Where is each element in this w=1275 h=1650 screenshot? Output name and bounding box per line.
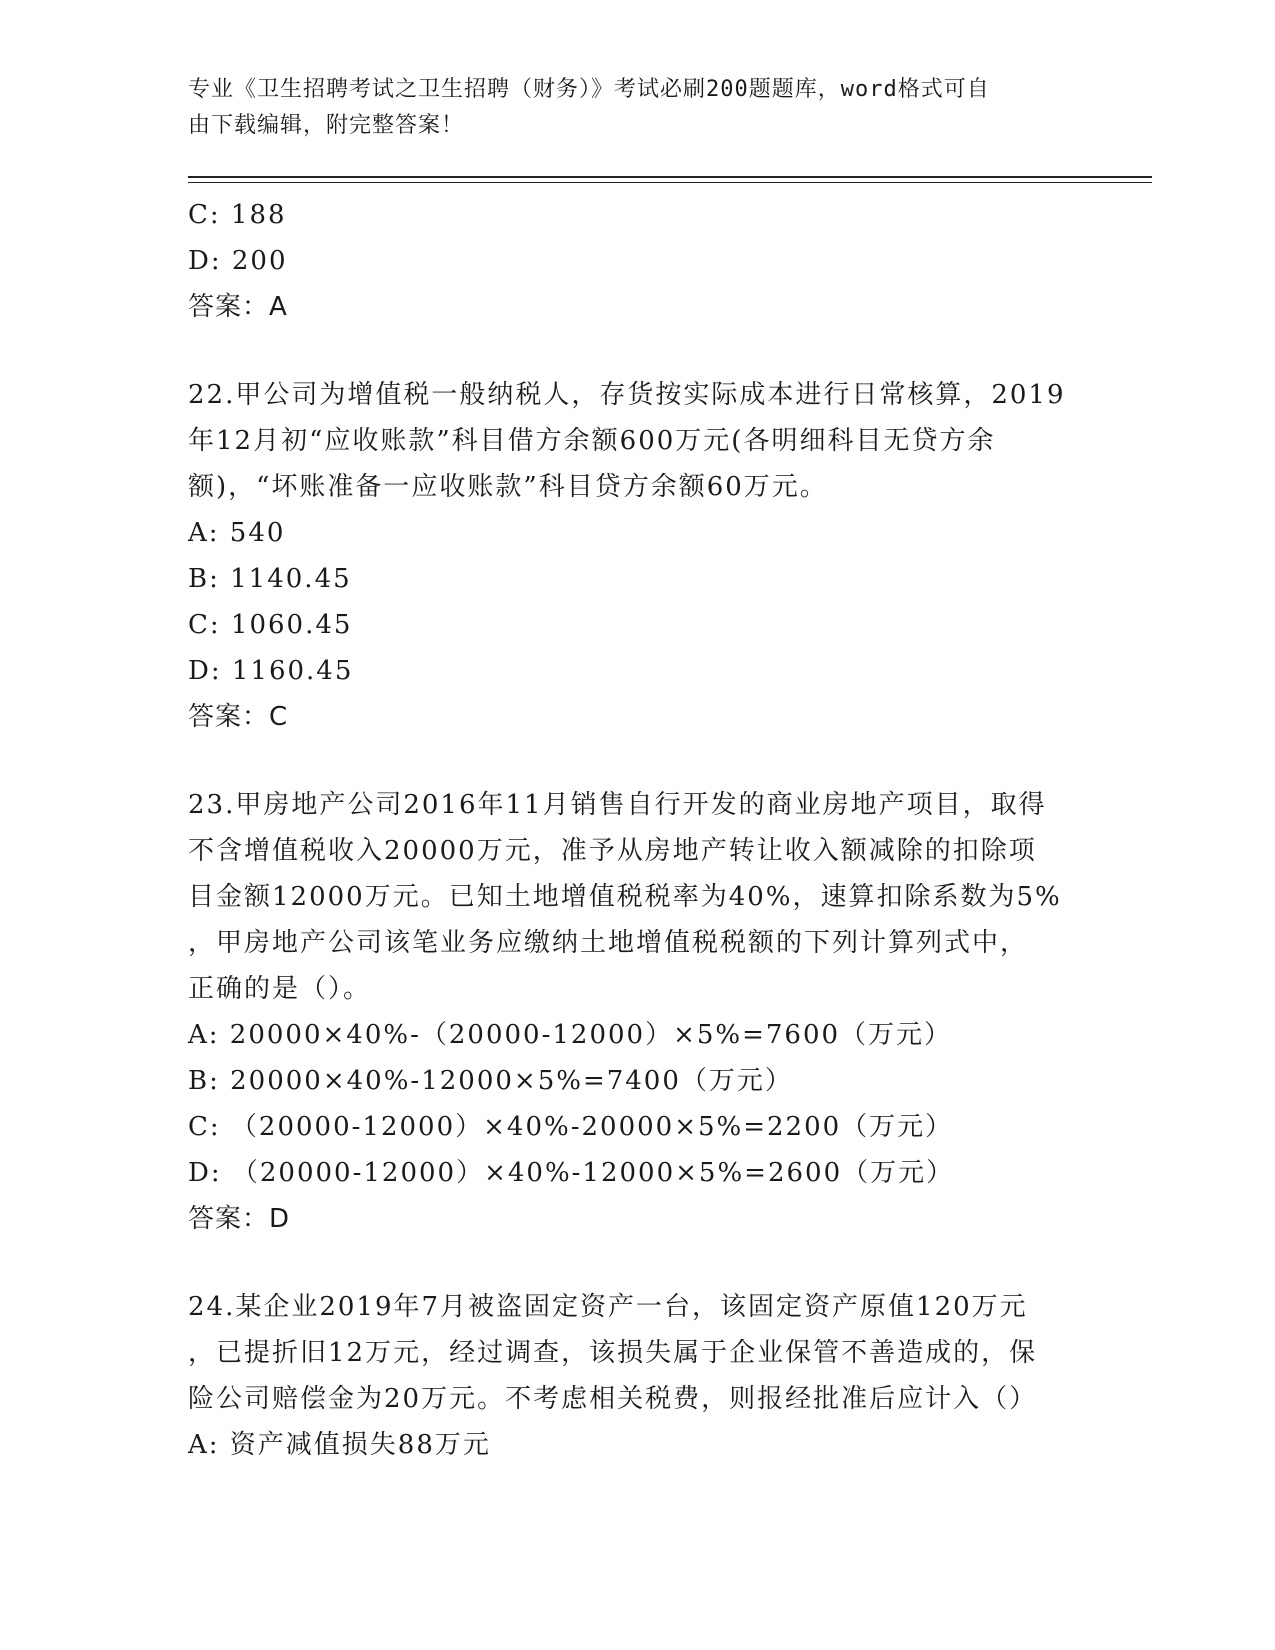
- question-22: [188, 372, 1088, 740]
- stem-line: 正确的是（）。: [188, 974, 372, 1004]
- answer-line: 答案：A: [188, 292, 288, 322]
- option-c: C: 188: [188, 200, 287, 230]
- stem-line: 目金额12000万元。已知土地增值税税率为40%，速算扣除系数为5%: [188, 882, 1062, 912]
- question-stem: [188, 1284, 1088, 1422]
- answer-line: 答案：D: [188, 1204, 291, 1234]
- option-a: A: 20000×40%-（20000-12000）×5%=7600（万元）: [188, 1020, 953, 1050]
- stem-line: 年12月初“应收账款”科目借方余额600万元(各明细科目无贷方余: [188, 426, 996, 456]
- option-b: B: 20000×40%-12000×5%=7400（万元）: [188, 1066, 793, 1096]
- page-header: [188, 72, 1068, 144]
- stem-line: 24.某企业2019年7月被盗固定资产一台，该固定资产原值120万元: [188, 1292, 1028, 1322]
- option-c: C: 1060.45: [188, 610, 353, 640]
- question-21-tail: [188, 192, 1088, 330]
- header-divider: [188, 176, 1152, 178]
- stem-line: ，已提折旧12万元，经过调查，该损失属于企业保管不善造成的，保: [188, 1338, 1038, 1368]
- answer-line: 答案：C: [188, 702, 289, 732]
- option-a: A: 540: [188, 518, 286, 548]
- option-c: C: （20000-12000）×40%-20000×5%=2200（万元）: [188, 1112, 954, 1142]
- document-body: [188, 192, 1088, 1468]
- stem-line: 22.甲公司为增值税一般纳税人，存货按实际成本进行日常核算，2019: [188, 380, 1066, 410]
- stem-line: ，甲房地产公司该笔业务应缴纳土地增值税税额的下列计算列式中，: [188, 928, 1029, 958]
- question-stem: [188, 782, 1088, 1012]
- question-stem: [188, 372, 1088, 510]
- stem-line: 23.甲房地产公司2016年11月销售自行开发的商业房地产项目，取得: [188, 790, 1047, 820]
- header-divider-thin: [188, 182, 1152, 183]
- question-23: [188, 782, 1088, 1242]
- option-d: D: 200: [188, 246, 288, 276]
- header-title-line-1: 专业《卫生招聘考试之卫生招聘（财务）》考试必刷200题题库，word格式可自: [188, 77, 990, 102]
- option-a: A: 资产减值损失88万元: [188, 1430, 491, 1460]
- stem-line: 不含增值税收入20000万元，准予从房地产转让收入额减除的扣除项: [188, 836, 1037, 866]
- option-d: D: 1160.45: [188, 656, 354, 686]
- stem-line: 额)，“坏账准备一应收账款”科目贷方余额60万元。: [188, 472, 828, 502]
- stem-line: 险公司赔偿金为20万元。不考虑相关税费，则报经批准后应计入（）: [188, 1384, 1038, 1414]
- header-title-line-2: 由下载编辑，附完整答案！: [188, 113, 465, 138]
- question-24: [188, 1284, 1088, 1468]
- option-b: B: 1140.45: [188, 564, 352, 594]
- option-d: D: （20000-12000）×40%-12000×5%=2600（万元）: [188, 1158, 955, 1188]
